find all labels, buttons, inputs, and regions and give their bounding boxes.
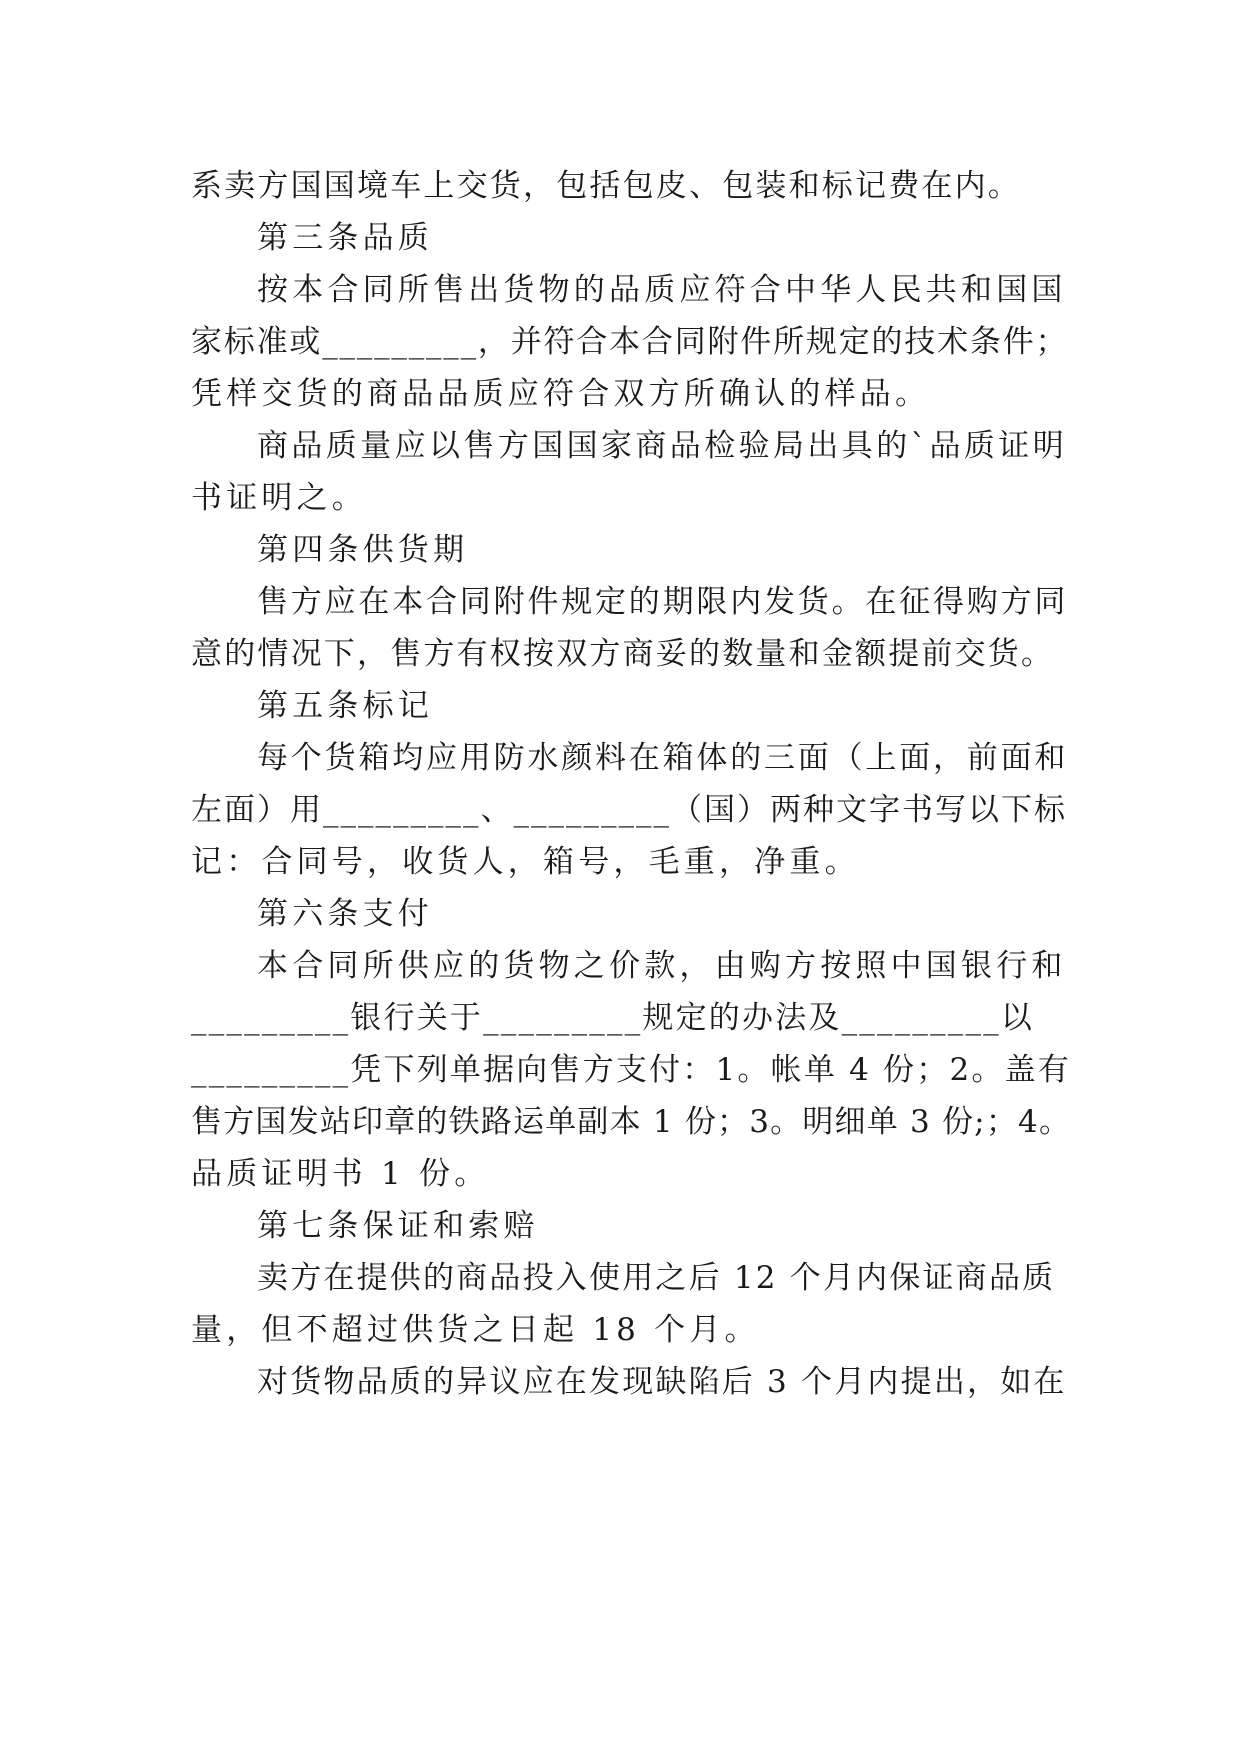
- text-line: 书证明之。: [191, 480, 367, 516]
- text-line: 品质证明书 1 份。: [191, 1156, 490, 1192]
- text-line: 对货物品质的异议应在发现缺陷后 3 个月内提出，如在: [257, 1364, 1067, 1400]
- text-line: 记：合同号，收货人，箱号，毛重，净重。: [191, 844, 860, 880]
- section-heading: 第三条品质: [257, 220, 433, 256]
- text-line: 家标准或_________，并符合本合同附件所规定的技术条件；: [191, 324, 1069, 360]
- text-line: 每个货箱均应用防水颜料在箱体的三面（上面，前面和: [257, 740, 1069, 776]
- section-heading: 第六条支付: [257, 896, 433, 932]
- text-line: 左面）用_________、_________（国）两种文字书写以下标: [191, 792, 1067, 828]
- text-line: 按本合同所售出货物的品质应符合中华人民共和国国: [257, 272, 1067, 308]
- text-line: 卖方在提供的商品投入使用之后 12 个月内保证商品质: [257, 1260, 1056, 1296]
- text-line: 意的情况下，售方有权按双方商妥的数量和金额提前交货。: [191, 636, 1055, 672]
- section-heading: 第七条保证和索赔: [257, 1208, 539, 1244]
- text-line: 凭样交货的商品品质应符合双方所确认的样品。: [191, 376, 931, 412]
- text-line: 本合同所供应的货物之价款，由购方按照中国银行和: [257, 948, 1067, 984]
- text-line: _________凭下列单据向售方支付：1。帐单 4 份；2。盖有: [191, 1052, 1071, 1088]
- text-line: 商品质量应以售方国国家商品检验局出具的`品质证明: [257, 428, 1068, 464]
- text-line: 售方应在本合同附件规定的期限内发货。在征得购方同: [257, 584, 1069, 620]
- section-heading: 第四条供货期: [257, 532, 469, 568]
- text-line: 量，但不超过供货之日起 18 个月。: [191, 1312, 760, 1348]
- text-line: _________银行关于_________规定的办法及_________以: [191, 1000, 1035, 1036]
- text-line: 售方国发站印章的铁路运单副本 1 份；3。明细单 3 份;；4。: [191, 1104, 1072, 1140]
- text-line: 系卖方国国境车上交货，包括包皮、包装和标记费在内。: [191, 168, 1021, 204]
- section-heading: 第五条标记: [257, 688, 433, 724]
